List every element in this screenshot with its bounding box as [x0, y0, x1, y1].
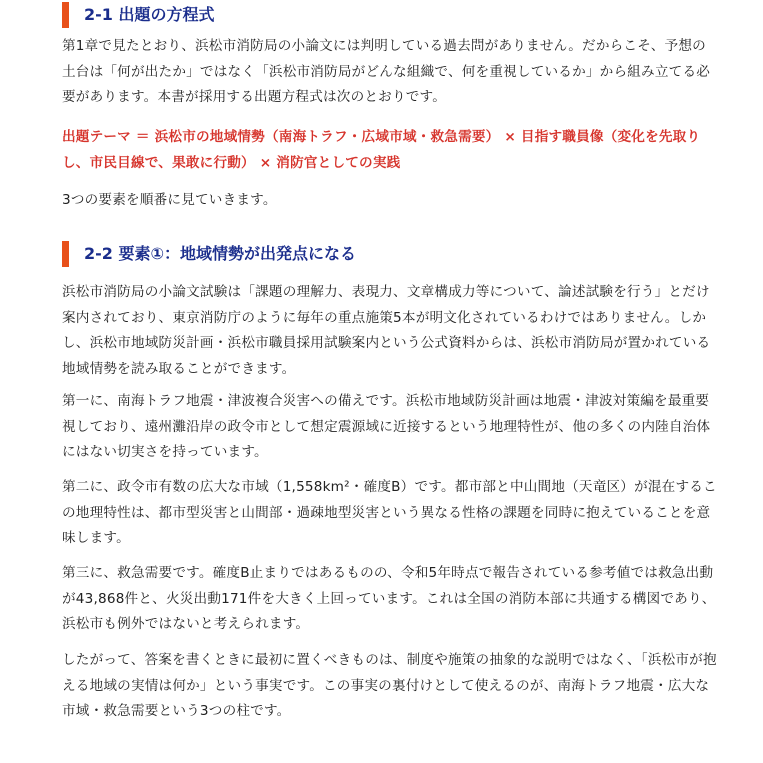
body-paragraph-1: 浜松市消防局の小論文試験は「課題の理解力、表現力、文章構成力等について、論述試験を行う」とだけ案内されており、東京消防庁のように毎年の重点施策5本が明文化されているわけではありません。しかし、浜松市地域防災計画・浜松市職員採用試験案内という公式資料からは、浜松市消防局が置かれている地域情勢を読み取ることができます。 [62, 284, 711, 377]
section-heading-2-1 [62, 4, 214, 26]
section-heading-2-2 [62, 243, 356, 265]
body-paragraph-3: 第二に、政令市有数の広大な市域（1,558km²・確度B）です。都市部と中山間地（天竜区）が混在するこの地理特性は、都市型災害と山間部・過疎地型災害という異なる性格の課題を同時に抱えていることを意味します。 [62, 479, 717, 546]
heading-accent-bar [62, 2, 69, 28]
section-heading-text: 2-2 要素①：地域情勢が出発点になる [84, 244, 357, 263]
intro-paragraph: 第1章で見たとおり、浜松市消防局の小論文には判明している過去問がありません。だからこそ、予想の土台は「何が出たか」ではなく「浜松市消防局がどんな組織で、何を重視しているか」から組み立てる必要があります。本書が採用する出題方程式は次のとおりです。 [62, 38, 711, 105]
exam-formula: 出題テーマ ＝ 浜松市の地域情勢（南海トラフ・広域市域・救急需要） × 目指す職員像（変化を先取りし、市民目線で、果敢に行動） × 消防官としての実践 [62, 129, 701, 171]
body-paragraph-2: 第一に、南海トラフ地震・津波複合災害への備えです。浜松市地域防災計画は地震・津波対策編を最重要視しており、遠州灘沿岸の政令市として想定震源域に近接するという地理特性が、他の多くの内陸自治体にはない切実さを持っています。 [62, 393, 711, 460]
heading-accent-bar [62, 241, 69, 267]
closing-paragraph: 3つの要素を順番に見ていきます。 [62, 192, 277, 208]
body-paragraph-4: 第三に、救急需要です。確度B止まりではあるものの、令和5年時点で報告されている参考値では救急出動が43,868件と、火災出動171件を大きく上回っています。これは全国の消防本部に共通する構図であり、浜松市も例外ではないと考えられます。 [62, 565, 716, 632]
section-heading-text: 2-1 出題の方程式 [84, 5, 215, 24]
body-paragraph-5: したがって、答案を書くときに最初に置くべきものは、制度や施策の抽象的な説明ではなく、「浜松市が抱える地域の実情は何か」という事実です。この事実の裏付けとして使えるのが、南海トラフ地震・広大な市域・救急需要という3つの柱です。 [62, 652, 717, 719]
